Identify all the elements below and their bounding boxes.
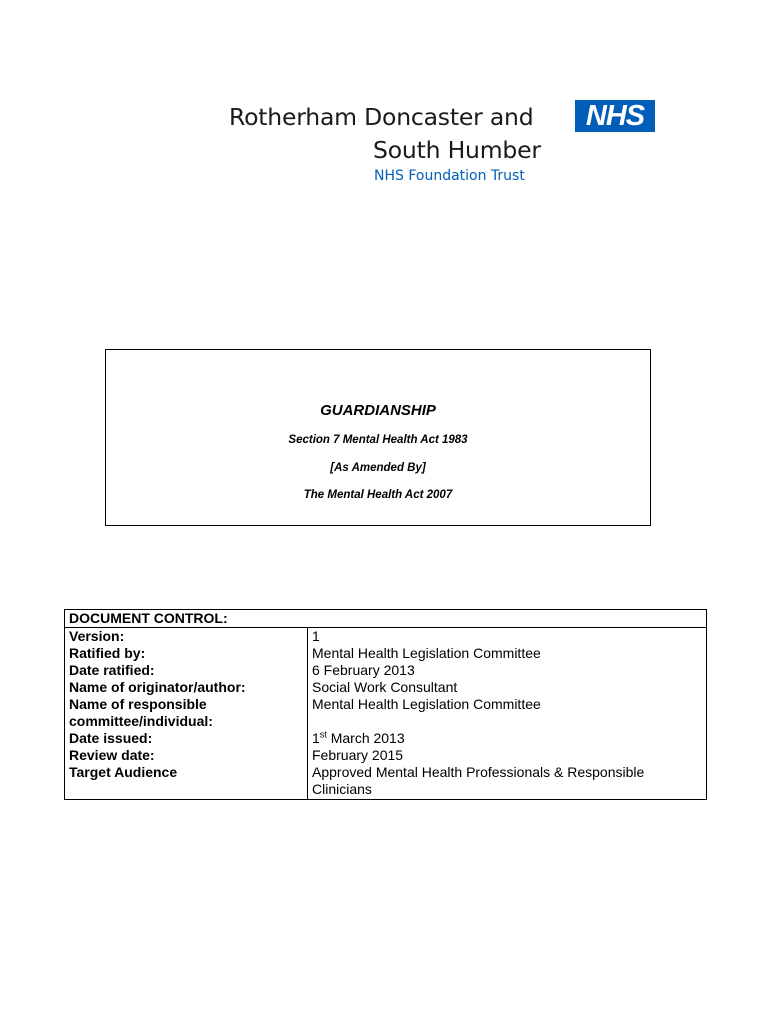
row-value: Social Work Consultant bbox=[308, 679, 707, 696]
nhs-logo: NHS bbox=[575, 100, 655, 132]
document-title: GUARDIANSHIP bbox=[320, 402, 436, 419]
row-value bbox=[308, 730, 707, 747]
document-subtitle-section: Section 7 Mental Health Act 1983 bbox=[288, 434, 468, 446]
row-value: Approved Mental Health Professionals & Responsible Clinicians bbox=[308, 764, 707, 800]
org-name-line2: South Humber bbox=[373, 136, 541, 164]
row-value: February 2015 bbox=[308, 747, 707, 764]
row-label: Target Audience bbox=[65, 764, 308, 800]
row-value: Mental Health Legislation Committee bbox=[308, 696, 707, 730]
row-label: Name of originator/author: bbox=[65, 679, 308, 696]
date-issued-rest: March 2013 bbox=[326, 730, 405, 746]
org-trust-name: NHS Foundation Trust bbox=[374, 168, 525, 184]
table-row bbox=[65, 662, 707, 679]
title-box bbox=[105, 349, 651, 526]
row-value: Mental Health Legislation Committee bbox=[308, 645, 707, 662]
row-label: Date issued: bbox=[65, 730, 308, 747]
date-issued-day: 1 bbox=[312, 730, 320, 746]
row-label: Ratified by: bbox=[65, 645, 308, 662]
table-row bbox=[65, 730, 707, 747]
org-name-line1: Rotherham Doncaster and bbox=[229, 103, 534, 131]
table-row bbox=[65, 679, 707, 696]
heading-empty-cell bbox=[308, 610, 707, 628]
table-row bbox=[65, 696, 707, 730]
org-header bbox=[229, 100, 669, 190]
row-value: 6 February 2013 bbox=[308, 662, 707, 679]
document-subtitle-amended: [As Amended By] bbox=[330, 462, 426, 474]
table-row bbox=[65, 645, 707, 662]
row-value: 1 bbox=[308, 628, 707, 646]
document-subtitle-act: The Mental Health Act 2007 bbox=[303, 489, 453, 501]
table-row bbox=[65, 764, 707, 800]
table-row bbox=[65, 747, 707, 764]
document-control-table bbox=[64, 609, 707, 800]
date-issued-suffix: st bbox=[319, 729, 327, 740]
table-heading-row bbox=[65, 610, 707, 628]
row-label: Date ratified: bbox=[65, 662, 308, 679]
row-label: Name of responsible committee/individual: bbox=[65, 696, 308, 730]
row-label: Review date: bbox=[65, 747, 308, 764]
document-control-heading: DOCUMENT CONTROL: bbox=[65, 610, 308, 628]
table-row bbox=[65, 628, 707, 646]
row-label: Version: bbox=[65, 628, 308, 646]
